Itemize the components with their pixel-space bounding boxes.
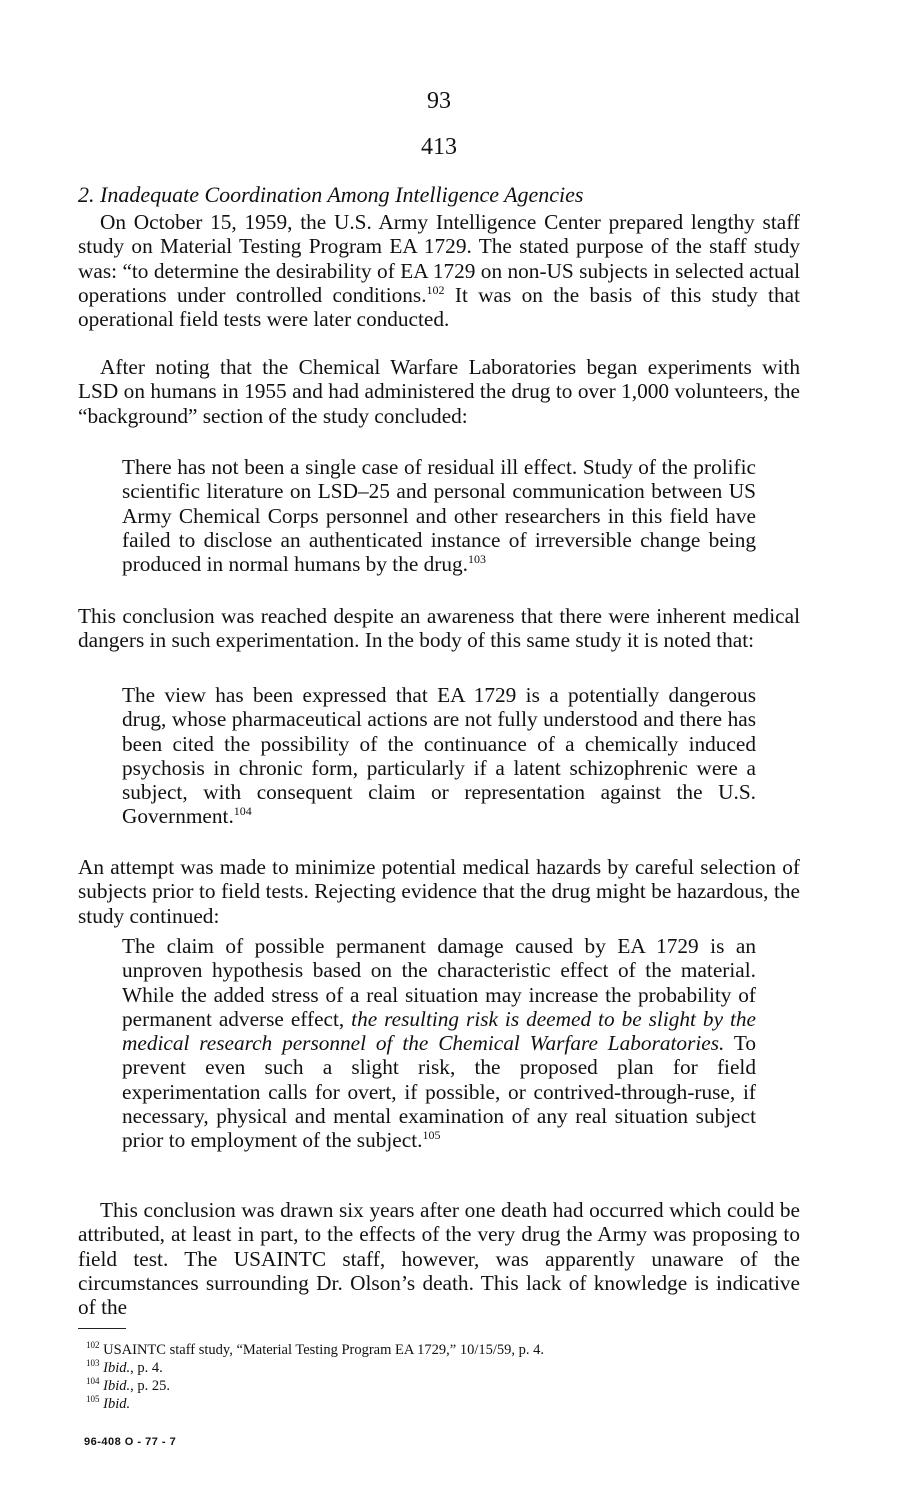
page-number-outer: 93	[427, 88, 451, 114]
block-quote-2	[122, 683, 756, 829]
footnote-text: , p. 4.	[130, 1360, 163, 1376]
section-heading: 2. Inadequate Coordination Among Intelligence Agencies	[78, 182, 584, 207]
footnote-ibid: Ibid.	[103, 1378, 131, 1394]
footnote-number: 102	[86, 1340, 100, 1351]
footnote-102	[86, 1342, 544, 1358]
page-number-inner: 413	[421, 134, 457, 160]
footnote-rule	[78, 1328, 126, 1329]
footnote-ibid: Ibid.	[103, 1396, 131, 1412]
block-quote-1-text: There has not been a single case of residual ill effect. Study of the prolific scientific literature on LSD–25 and personal communication between US Army Chemical Corps personnel and other researchers in this field have failed to disclose an authenticated instance of irreversible change being produced in normal humans by the drug.	[122, 455, 756, 577]
paragraph-2: After noting that the Chemical Warfare Laboratories began experiments with LSD on humans in 1955 and had administered the drug to over 1,000 volunteers, the “background” section of the study concluded:	[78, 355, 800, 428]
footnote-number: 103	[86, 1358, 100, 1369]
block-quote-1	[122, 455, 756, 576]
paragraph-4: An attempt was made to minimize potential medical hazards by careful selection of subjects prior to field tests. Rejecting evidence that the drug might be hazardous, the study continued:	[78, 855, 800, 928]
footnote-103	[86, 1360, 163, 1376]
paragraph-3: This conclusion was reached despite an awareness that there were inherent medical dangers in such experimentation. In the body of this same study it is noted that:	[78, 604, 800, 653]
footnote-text: USAINTC staff study, “Material Testing Program EA 1729,” 10/15/59, p. 4.	[103, 1342, 545, 1358]
paragraph-1-text-cont: It was on the basis of this study that operational field tests were later conducted.	[78, 282, 800, 332]
block-quote-3-emphasis: the resulting risk is deemed to be slight by the medical research personnel of the Chemical Warfare Laboratories.	[122, 1006, 756, 1056]
footnote-ibid: Ibid.	[103, 1360, 131, 1376]
block-quote-3-text-cont: To prevent even such a slight risk, the proposed plan for field experimentation calls for overt, if possible, or contrived-through-ruse, if necessary, physical and mental examination of any real situation subject prior to employment of the subject.	[122, 1031, 756, 1153]
block-quote-3	[122, 934, 756, 1153]
footnote-text: , p. 25.	[130, 1378, 170, 1394]
footnote-ref-103: 103	[468, 552, 487, 567]
footnote-ref-104: 104	[233, 804, 252, 819]
footnote-ref-102: 102	[426, 282, 445, 297]
block-quote-2-text: The view has been expressed that EA 1729 is a potentially dangerous drug, whose pharmaceutical actions are not fully understood and there has been cited the possibility of the continuance of a chemically induced psychosis in chronic form, particularly if a latent schizophrenic were a subject, with consequent claim or representation against the U.S. Government.	[122, 683, 756, 829]
footnote-104	[86, 1378, 170, 1394]
paragraph-5: This conclusion was drawn six years after one death had occurred which could be attributed, at least in part, to the effects of the very drug the Army was proposing to field test. The USAINTC staff, however, was apparently unaware of the circumstances surrounding Dr. Olson’s death. This lack of knowledge is indicative of the	[78, 1198, 800, 1320]
footnote-number: 105	[86, 1394, 100, 1405]
paragraph-1-text: On October 15, 1959, the U.S. Army Intelligence Center prepared lengthy staff study on Material Testing Program EA 1729. The stated purpose of the staff study was: “to determine the desirability of EA 1729 on non-US subjects in selected actual operations under controlled conditions.	[78, 210, 800, 307]
block-quote-3-text: The claim of possible permanent damage caused by EA 1729 is an unproven hypothesis based on the characteristic effect of the material. While the added stress of a real situation may increase the probability of permanent adverse effect,	[122, 934, 756, 1031]
footnote-number: 104	[86, 1376, 100, 1387]
paragraph-1	[78, 210, 800, 331]
printer-imprint: 96-408 O - 77 - 7	[84, 1436, 177, 1448]
footnote-105	[86, 1396, 130, 1412]
footnote-ref-105: 105	[422, 1128, 441, 1143]
